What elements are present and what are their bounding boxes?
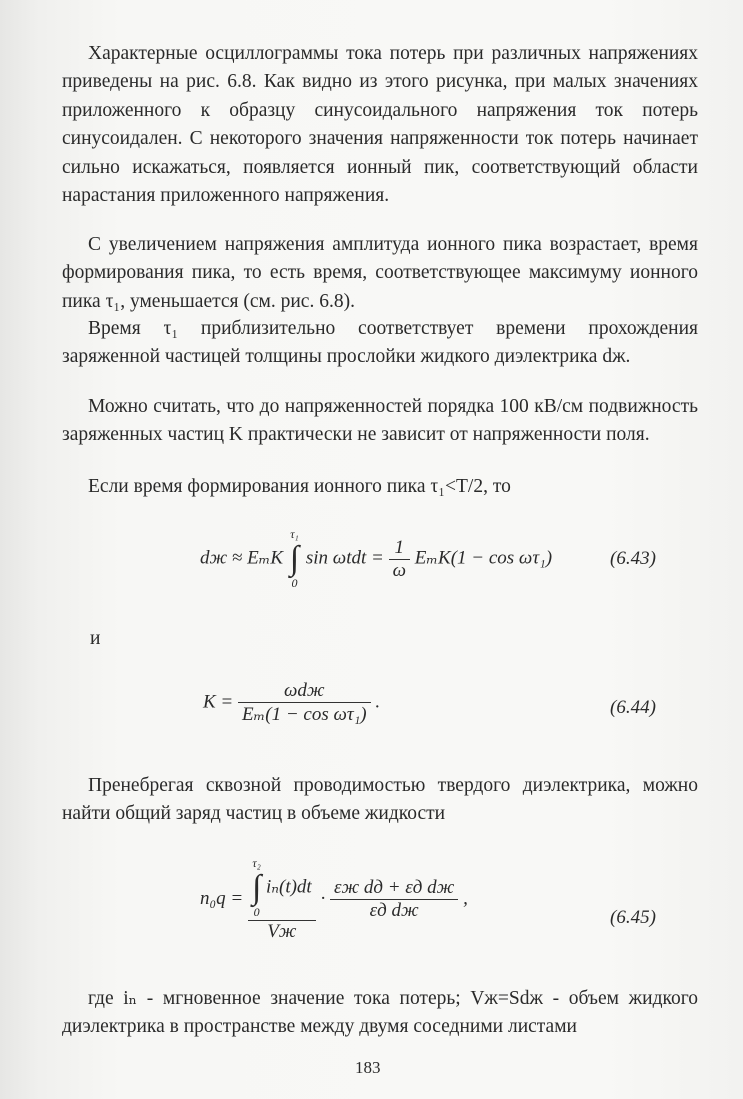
eq645-frac1-den: Vж bbox=[267, 921, 297, 942]
eq644-tail: . bbox=[375, 691, 381, 713]
eq645-lhs: n₀q = bbox=[200, 887, 244, 909]
integral-sign-icon: ∫ bbox=[251, 869, 262, 906]
eq645-fraction-1 bbox=[248, 856, 316, 943]
eq645-integrand: iₙ(t)dt bbox=[266, 876, 312, 898]
paragraph-2: С увеличением напряжения амплитуда ионного пика возрастает, время формирования пика, то есть время, соответствующее максимуму ионного пика τ₁, уменьшается (см. рис. 6.8). bbox=[62, 234, 698, 312]
equation-6-43 bbox=[200, 527, 552, 591]
eq644-frac-den: Eₘ(1 − cos ωτ₁) bbox=[242, 704, 367, 725]
eq644-lhs: K = bbox=[203, 691, 234, 713]
eq643-integral bbox=[290, 527, 299, 591]
integral-sign-icon: ∫ bbox=[289, 540, 300, 577]
eq645-tail: , bbox=[463, 887, 468, 909]
eq644-frac-num: ωdж bbox=[238, 680, 371, 703]
equation-number-6-45: (6.45) bbox=[610, 907, 656, 928]
eq645-lower-limit: 0 bbox=[253, 905, 260, 919]
eq643-rhs: EₘK(1 − cos ωτ₁) bbox=[414, 547, 553, 569]
eq643-lhs: dж ≈ EₘK bbox=[200, 547, 284, 569]
eq645-frac2-den: εд dж bbox=[369, 900, 419, 921]
eq645-frac2-num: εж dд + εд dж bbox=[330, 877, 458, 900]
equation-number-6-44: (6.44) bbox=[610, 697, 656, 718]
eq645-fraction-2 bbox=[330, 877, 458, 922]
equation-6-45 bbox=[200, 856, 468, 943]
eq643-upper-limit: τ₁ bbox=[290, 527, 299, 541]
paragraph-4: Можно считать, что до напряженностей порядка 100 кВ/см подвижность заряженных частиц K практически не зависит от напряженности поля. bbox=[62, 396, 698, 446]
eq643-lower-limit: 0 bbox=[291, 576, 298, 590]
equation-6-44 bbox=[203, 680, 380, 726]
eq643-integrand: sin ωtdt = bbox=[305, 547, 384, 569]
page-number: 183 bbox=[355, 1058, 381, 1077]
paragraph-1: Характерные осциллограммы тока потерь при различных напряжениях приведены на рис. 6.8. Как видно из этого рисунка, при малых значениях приложенного к образцу синусоидального напряжения ток потерь синусоидален. С некоторого значения напряженности ток потерь начинает сильно искажаться, появляется ионный пик, соответствующий области нарастания приложенного напряжения. bbox=[62, 43, 698, 207]
paragraph-7: где iₙ - мгновенное значение тока потерь; Vж=Sdж - объем жидкого диэлектрика в пространстве между двумя соседними листами bbox=[62, 988, 698, 1038]
eq645-upper-limit: τ₂ bbox=[252, 856, 261, 870]
eq643-frac-num: 1 bbox=[389, 537, 410, 560]
eq645-integral bbox=[252, 856, 261, 920]
eq645-dot: · bbox=[320, 887, 326, 909]
eq643-fraction bbox=[389, 537, 410, 582]
eq643-frac-den: ω bbox=[392, 559, 407, 581]
paragraph-5: Если время формирования ионного пика τ₁<T/2, то bbox=[88, 476, 511, 497]
conjunction-and: и bbox=[90, 628, 101, 649]
paragraph-6: Пренебрегая сквозной проводимостью твердого диэлектрика, можно найти общий заряд частиц в объеме жидкости bbox=[62, 775, 698, 825]
equation-number-6-43: (6.43) bbox=[610, 548, 656, 569]
eq645-frac1-num bbox=[248, 856, 316, 921]
paragraph-3: Время τ₁ приблизительно соответствует времени прохождения заряженной частицей толщины прослойки жидкого диэлектрика dж. bbox=[62, 318, 698, 368]
eq644-fraction bbox=[238, 680, 371, 726]
